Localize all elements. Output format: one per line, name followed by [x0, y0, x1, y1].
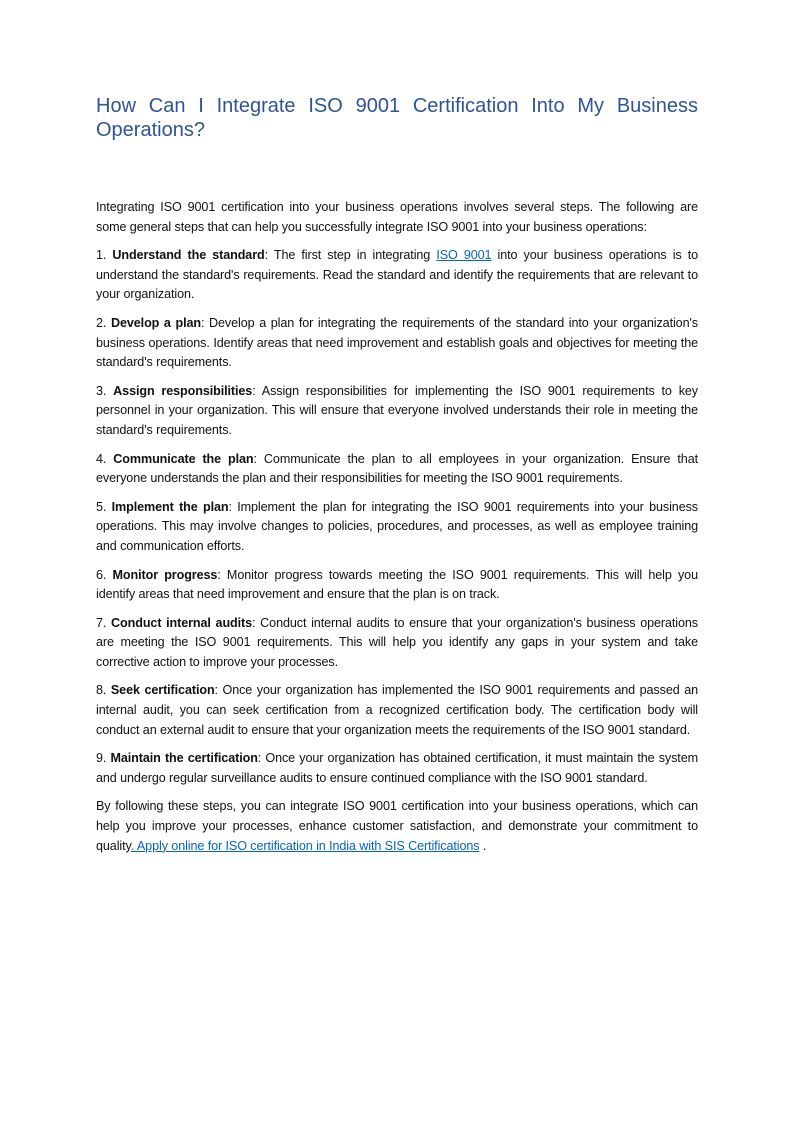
step-number: 8.	[96, 683, 111, 698]
step-text: : Monitor progress towards meeting the ISO 9001 requirements. This will help you identify areas that need improvement and ensure that the plan is on track.	[96, 567, 698, 602]
step-text: : The first step in integrating	[264, 248, 437, 263]
step-text: : Communicate the plan to all employees in your organization. Ensure that everyone understands the plan and their responsibilities for meeting the ISO 9001 requirements.	[96, 451, 698, 486]
step-heading: Implement the plan	[111, 499, 229, 514]
document-body	[96, 198, 698, 856]
step-heading: Maintain the certification	[110, 751, 258, 766]
step-heading: Communicate the plan	[113, 451, 254, 466]
step-1	[96, 246, 698, 305]
step-number: 4.	[96, 451, 114, 466]
step-text: : Once your organization has implemented the ISO 9001 requirements and passed an internal audit, you can seek certification from a recognized certification body. The certification body will conduct an external audit to ensure that your organization meets the requirements of the ISO 9001 standard.	[96, 683, 699, 737]
step-number: 3.	[96, 383, 114, 398]
step-text: : Implement the plan for integrating the ISO 9001 requirements into your business operations. This may involve changes to policies, procedures, and processes, as well as employee training and communication efforts.	[96, 499, 699, 553]
step-heading: Conduct internal audits	[111, 615, 253, 630]
apply-online-link[interactable]: . Apply online for ISO certification in India with SIS Certifications	[130, 838, 480, 853]
step-7	[96, 614, 698, 673]
step-text: : Once your organization has obtained certification, it must maintain the system and undergo regular surveillance audits to ensure continued compliance with the ISO 9001 standard.	[96, 751, 698, 785]
step-heading: Seek certification	[110, 683, 215, 698]
step-6	[96, 566, 698, 605]
conclusion-text: By following these steps, you can integrate ISO 9001 certification into your business operations, which can help you improve your processes, enhance customer satisfaction, and demonstrate your commitment to quality	[96, 799, 698, 853]
step-number: 5.	[96, 499, 112, 514]
document-page	[96, 94, 698, 865]
step-number: 9.	[96, 751, 111, 766]
conclusion-paragraph	[96, 797, 698, 856]
step-8	[96, 681, 698, 740]
step-text: : Develop a plan for integrating the requirements of the standard into your organization's business operations. Identify areas that need improvement and establish goals and objectives for meeting the standard's requirements.	[96, 315, 698, 370]
step-heading: Understand the standard	[112, 248, 265, 263]
step-heading: Monitor progress	[112, 567, 218, 582]
step-number: 7.	[96, 615, 112, 630]
iso-9001-link[interactable]: ISO 9001	[436, 248, 492, 263]
step-text: : Conduct internal audits to ensure that your organization's business operations are meeting the ISO 9001 requirements. This will help you identify any gaps in your system and take corrective action to improve your processes.	[96, 615, 699, 669]
conclusion-trailing: .	[479, 838, 487, 853]
step-2	[96, 314, 698, 373]
step-3	[96, 382, 698, 441]
step-number: 1.	[96, 248, 113, 263]
step-9	[96, 749, 698, 788]
step-heading: Assign responsibilities	[113, 383, 253, 398]
step-number: 2.	[96, 315, 111, 330]
step-5	[96, 498, 698, 557]
step-text: into your business operations is to understand the standard's requirements. Read the standard and identify the requirements that are relevant to your organization.	[96, 248, 698, 302]
step-4	[96, 450, 698, 489]
page-title: How Can I Integrate ISO 9001 Certification Into My Business Operations?	[96, 95, 698, 141]
step-heading: Develop a plan	[110, 315, 201, 330]
step-text: : Assign responsibilities for implementing the ISO 9001 requirements to key personnel in your organization. This will ensure that everyone involved understands their role in meeting the standard's requirements.	[96, 383, 698, 437]
intro-paragraph: Integrating ISO 9001 certification into your business operations involves several steps. The following are some general steps that can help you successfully integrate ISO 9001 into your business operations:	[96, 200, 698, 234]
step-number: 6.	[96, 567, 113, 582]
